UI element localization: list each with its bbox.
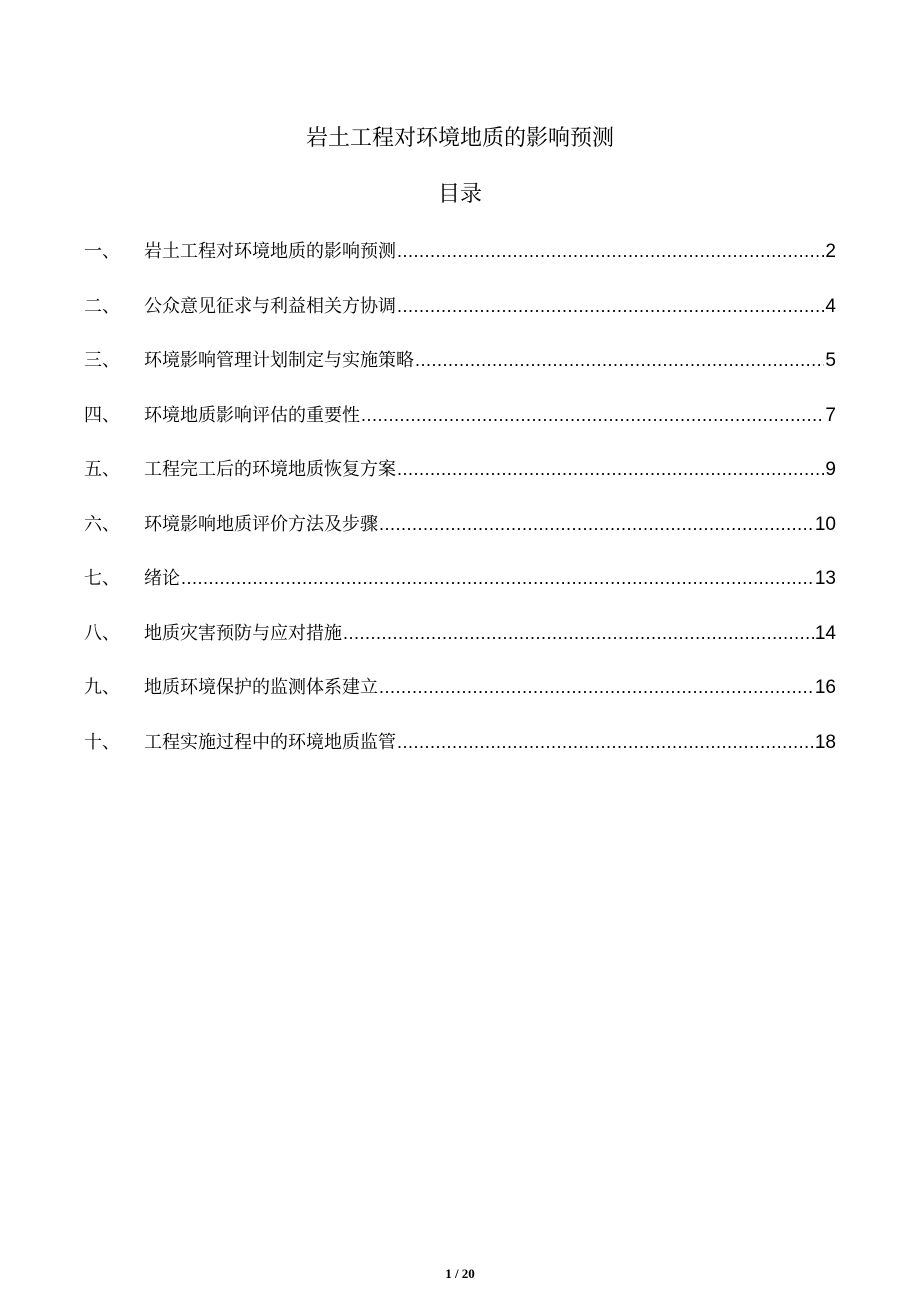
toc-entry[interactable] — [84, 235, 836, 290]
toc-entry-number: 十、 — [84, 731, 120, 753]
document-title: 岩土工程对环境地质的影响预测 — [305, 126, 614, 151]
toc-entry-number: 五、 — [84, 459, 120, 480]
toc-entry-page[interactable]: 16 — [814, 677, 836, 698]
toc-entry[interactable] — [84, 617, 836, 672]
toc-leader-dots — [415, 344, 824, 376]
page-number-footer: 1 / 20 — [445, 1266, 475, 1281]
toc-entry-number: 一、 — [84, 241, 120, 262]
toc-leader-dots — [361, 399, 824, 431]
toc-leader-dots — [379, 671, 814, 703]
table-of-contents — [84, 235, 836, 780]
toc-entry[interactable] — [84, 399, 836, 454]
toc-entry-title[interactable]: 地质环境保护的监测体系建立 — [144, 677, 378, 698]
toc-entry-title[interactable]: 公众意见征求与利益相关方协调 — [144, 295, 396, 317]
toc-entry-number: 七、 — [84, 568, 120, 589]
toc-entry-number: 八、 — [84, 622, 120, 644]
toc-entry-title[interactable]: 环境地质影响评估的重要性 — [144, 404, 360, 426]
toc-entry-page[interactable]: 13 — [814, 568, 836, 589]
toc-entry-page[interactable]: 9 — [825, 459, 836, 480]
toc-entry-title[interactable]: 地质灾害预防与应对措施 — [144, 622, 342, 644]
toc-heading: 目录 — [437, 182, 482, 207]
toc-leader-dots — [397, 290, 824, 322]
toc-entry-page[interactable]: 10 — [814, 513, 836, 535]
toc-entry-page[interactable]: 5 — [825, 350, 836, 371]
toc-leader-dots — [397, 726, 814, 758]
toc-entry-number: 四、 — [84, 404, 120, 426]
toc-entry-number: 九、 — [84, 677, 120, 698]
toc-entry-title[interactable]: 绪论 — [144, 568, 180, 589]
toc-entry-number: 三、 — [84, 350, 120, 371]
toc-entry-title[interactable]: 环境影响地质评价方法及步骤 — [144, 513, 378, 535]
toc-leader-dots — [181, 562, 814, 594]
toc-entry-number: 六、 — [84, 513, 120, 535]
toc-entry-title[interactable]: 工程完工后的环境地质恢复方案 — [144, 459, 396, 480]
toc-entry-number: 二、 — [84, 295, 120, 317]
toc-entry-title[interactable]: 工程实施过程中的环境地质监管 — [144, 731, 396, 753]
toc-entry[interactable] — [84, 562, 836, 617]
toc-leader-dots — [379, 508, 814, 540]
toc-entry[interactable] — [84, 671, 836, 726]
toc-entry[interactable] — [84, 344, 836, 399]
toc-entry-page[interactable]: 4 — [825, 295, 836, 317]
toc-entry[interactable] — [84, 726, 836, 781]
toc-entry-page[interactable]: 14 — [814, 622, 836, 644]
toc-entry[interactable] — [84, 453, 836, 508]
toc-entry-title[interactable]: 环境影响管理计划制定与实施策略 — [144, 350, 414, 371]
toc-entry-page[interactable]: 7 — [825, 404, 836, 426]
toc-entry-title[interactable]: 岩土工程对环境地质的影响预测 — [144, 241, 396, 262]
toc-entry[interactable] — [84, 290, 836, 345]
toc-entry[interactable] — [84, 508, 836, 563]
toc-entry-page[interactable]: 2 — [825, 241, 836, 262]
toc-leader-dots — [397, 453, 824, 485]
toc-leader-dots — [397, 235, 824, 267]
toc-entry-page[interactable]: 18 — [814, 731, 836, 753]
toc-leader-dots — [343, 617, 814, 649]
